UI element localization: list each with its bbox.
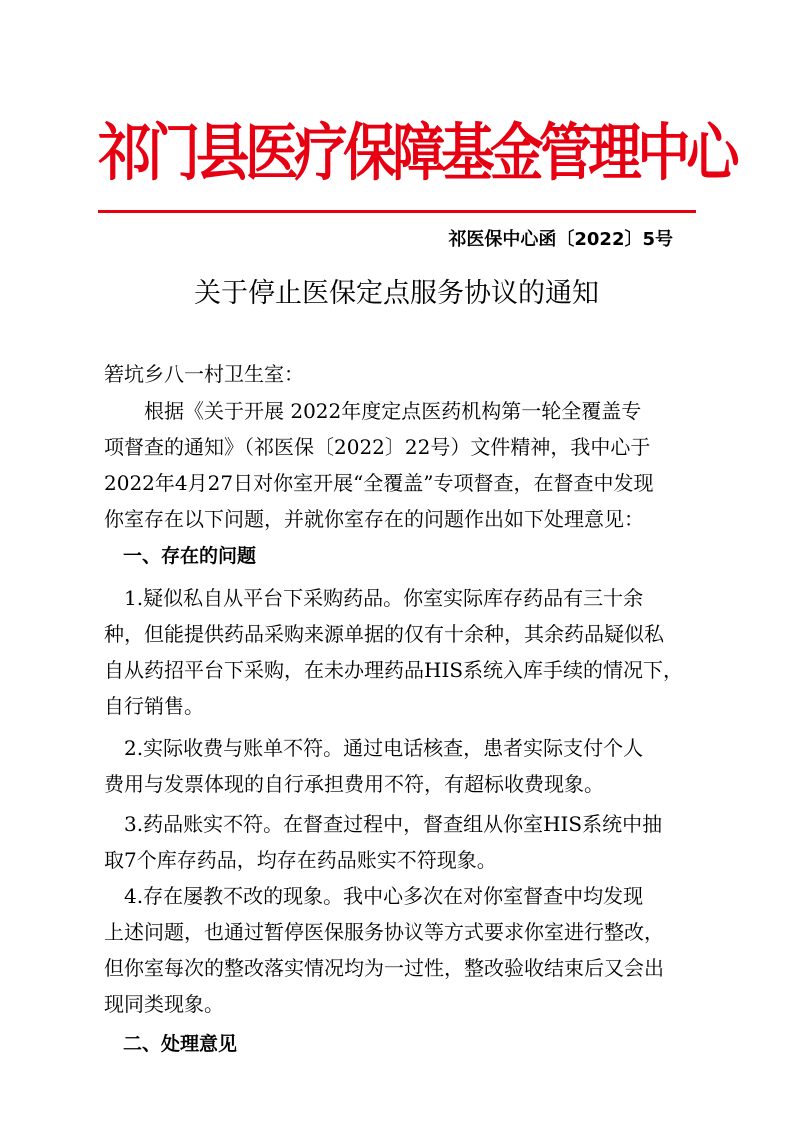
document-title: 关于停止医保定点服务协议的通知	[194, 278, 599, 309]
item-line: 2.实际收费与账单不符。通过电话核查，患者实际支付个人	[104, 736, 644, 760]
item-line: 自行销售。	[104, 694, 204, 718]
body-line: 你室存在以下问题，并就你室存在的问题作出如下处理意见：	[104, 507, 644, 531]
item-line: 1.疑似私自从平台下采购药品。你室实际库存药品有三十余	[104, 586, 644, 610]
item-line: 3.药品账实不符。在督查过程中，督查组从你室HIS系统中抽	[104, 812, 663, 836]
section-heading: 一、存在的问题	[104, 545, 257, 567]
issuing-org-header: 祁门县医疗保障基金管理中心	[98, 116, 736, 189]
body-line: 2022年4月27日对你室开展“全覆盖”专项督查，在督查中发现	[104, 471, 654, 495]
item-line: 现同类现象。	[104, 992, 224, 1016]
item-line: 但你室每次的整改落实情况均为一过性，整改验收结束后又会出	[104, 956, 664, 980]
document-number: 祁医保中心函〔2022〕5号	[448, 229, 673, 250]
section-heading: 二、处理意见	[104, 1033, 238, 1055]
item-line: 4.存在屡教不改的现象。我中心多次在对你室督查中均发现	[104, 884, 644, 908]
item-line: 自从药招平台下采购，在未办理药品HIS系统入库手续的情况下，	[104, 658, 684, 682]
item-line: 取7个库存药品，均存在药品账实不符现象。	[104, 848, 497, 872]
body-line: 项督查的通知》（祁医保〔2022〕22号）文件精神，我中心于	[104, 435, 651, 459]
item-line: 上述问题，也通过暂停医保服务协议等方式要求你室进行整改，	[104, 920, 664, 944]
item-line: 费用与发票体现的自行承担费用不符，有超标收费现象。	[104, 772, 604, 796]
item-line: 种，但能提供药品采购来源单据的仅有十余种，其余药品疑似私	[104, 622, 664, 646]
salutation: 箬坑乡八一村卫生室：	[104, 362, 304, 386]
body-line: 根据《关于开展 2022年度定点医药机构第一轮全覆盖专	[104, 399, 642, 423]
header-divider	[98, 210, 696, 213]
